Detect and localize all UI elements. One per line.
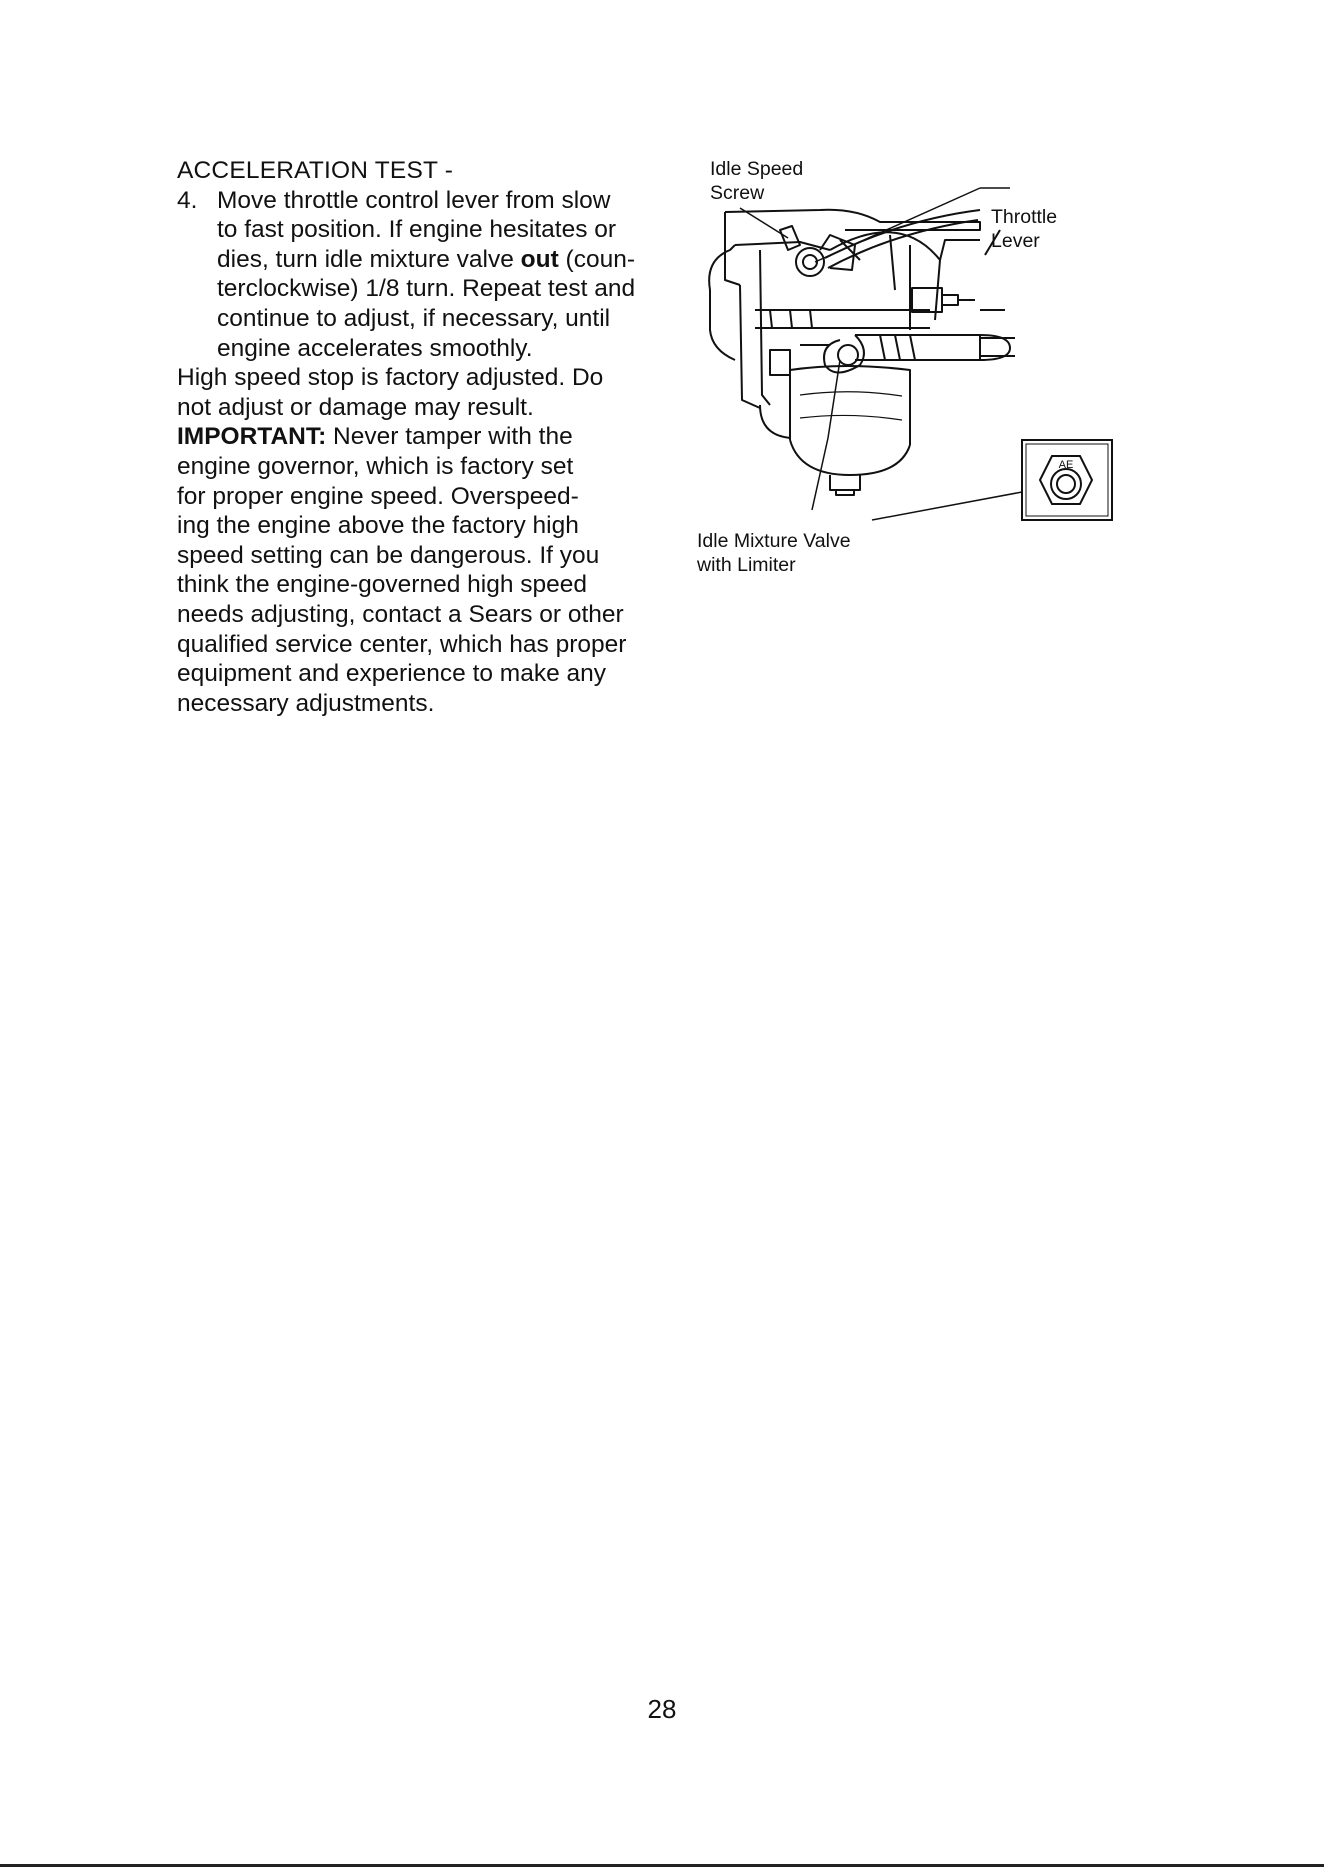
important-text: Never tamper with the — [326, 423, 573, 451]
idle-mixture-label-line1: Idle Mixture Valve — [697, 530, 851, 552]
high-speed-line: not adjust or damage may result. — [177, 393, 534, 421]
step-line-text: (coun- — [558, 245, 636, 273]
high-speed-line: High speed stop is factory adjusted. Do — [177, 364, 604, 392]
step-line: Move throttle control lever from slow — [217, 186, 611, 214]
idle-speed-label-line2: Screw — [710, 182, 765, 204]
idle-speed-label-line1: Idle Speed — [710, 158, 804, 180]
instructions-column — [177, 156, 657, 718]
step-number: 4. — [177, 186, 198, 214]
throttle-lever-label-line2: Lever — [991, 230, 1040, 252]
step-line: to fast position. If engine hesitates or — [217, 216, 617, 244]
inset-detail — [1022, 440, 1112, 520]
step-line: terclockwise) 1/8 turn. Repeat test and — [217, 275, 636, 303]
important-line — [177, 422, 657, 452]
step-line: engine accelerates smoothly. — [217, 334, 533, 362]
important-line: necessary adjustments. — [177, 689, 435, 717]
throttle-lever-label-line1: Throttle — [991, 206, 1058, 228]
important-label: IMPORTANT: — [177, 423, 327, 451]
step-4 — [177, 186, 657, 364]
important-line: ing the engine above the factory high — [177, 512, 579, 540]
important-line: equipment and experience to make any — [177, 660, 607, 688]
carburetor-figure — [680, 150, 1120, 590]
step-line-text: dies, turn idle mixture valve — [217, 245, 521, 273]
step-line — [217, 245, 657, 275]
important-line: for proper engine speed. Overspeed- — [177, 482, 579, 510]
inset-mark: AE — [1058, 459, 1074, 471]
bottom-rule — [0, 1864, 1324, 1867]
bold-word-out: out — [520, 245, 559, 273]
important-line: qualified service center, which has proper — [177, 630, 627, 658]
page-number: 28 — [647, 1694, 677, 1724]
step-line: continue to adjust, if necessary, until — [217, 304, 611, 332]
important-line: speed setting can be dangerous. If you — [177, 541, 600, 569]
section-heading: ACCELERATION TEST - — [177, 157, 454, 184]
important-line: think the engine-governed high speed — [177, 571, 588, 599]
important-line: needs adjusting, contact a Sears or other — [177, 600, 624, 628]
step-text — [217, 186, 657, 364]
important-line: engine governor, which is factory set — [177, 452, 574, 480]
idle-mixture-label-line2: with Limiter — [697, 554, 796, 576]
